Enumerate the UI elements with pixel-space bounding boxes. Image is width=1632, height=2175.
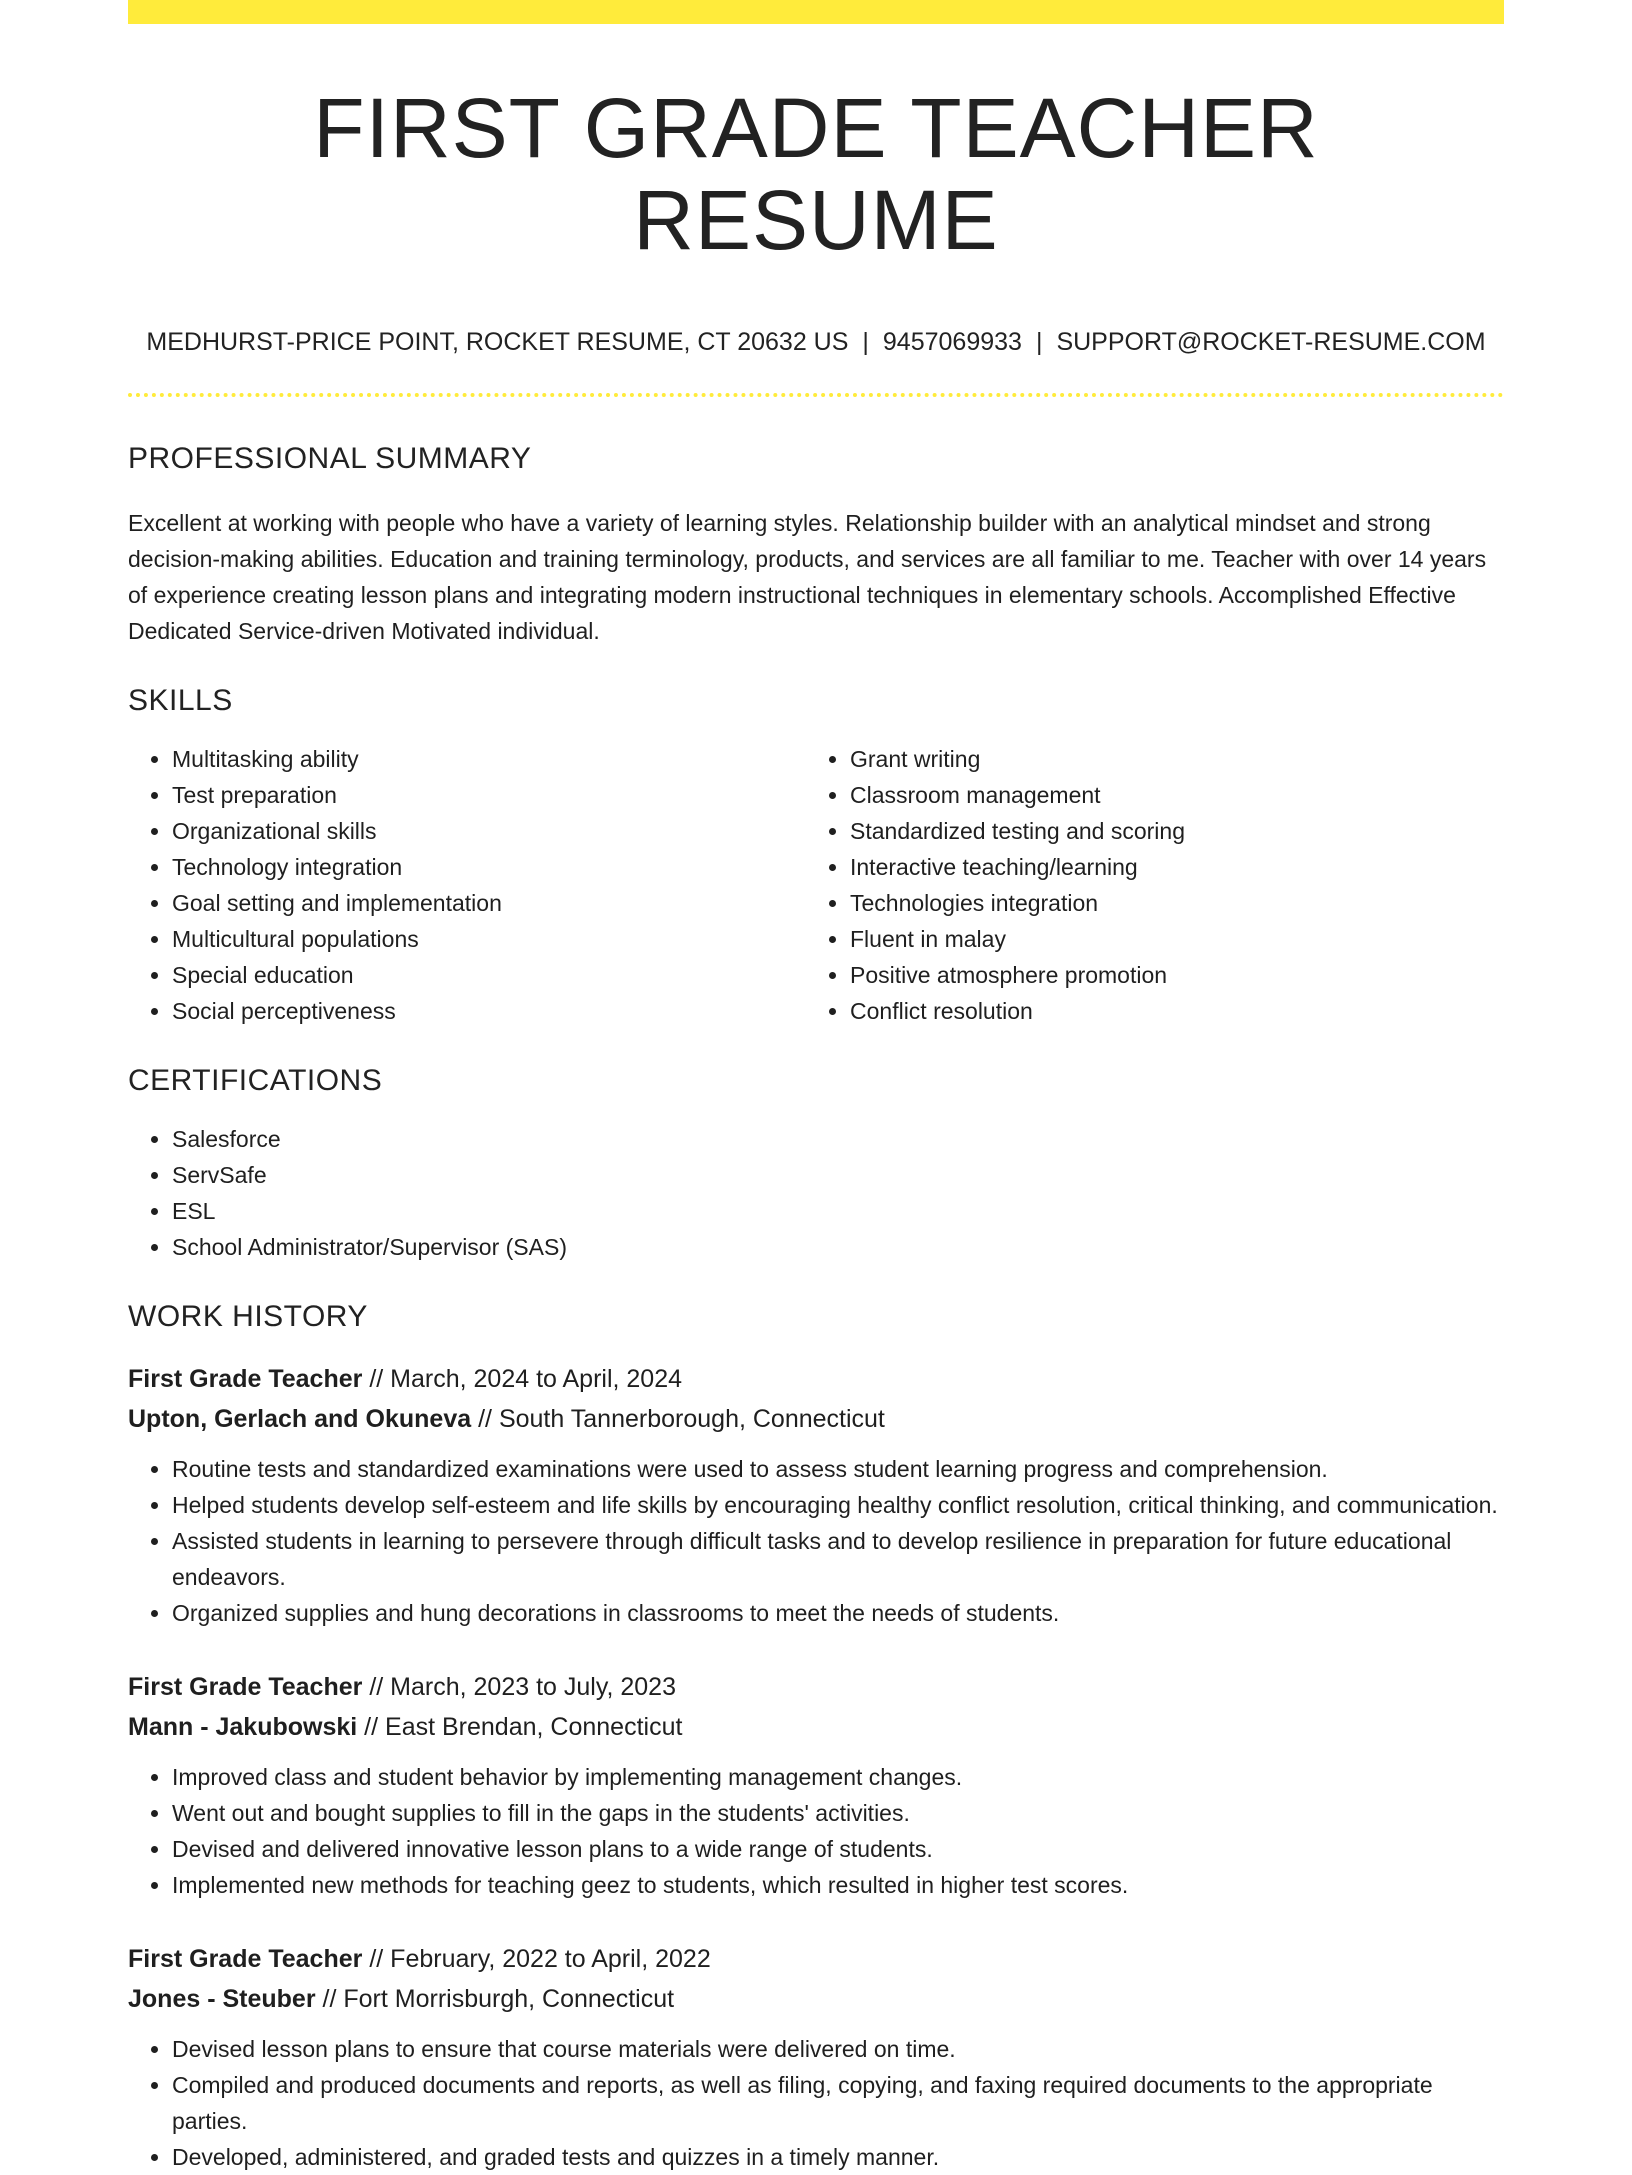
job-dates: March, 2024 to April, 2024	[390, 1364, 683, 1393]
job-dates: March, 2023 to July, 2023	[390, 1672, 676, 1701]
job-company-line	[128, 1979, 1504, 2019]
certification-item: • ESL	[172, 1193, 1504, 1229]
job-title-line	[128, 1667, 1504, 1707]
section-title-certifications: CERTIFICATIONS	[128, 1063, 383, 1097]
job-entry	[128, 1667, 1504, 1903]
skill-item: • Organizational skills	[172, 813, 806, 849]
skill-item: • Multicultural populations	[172, 921, 806, 957]
job-location: Fort Morrisburgh, Connecticut	[343, 1984, 675, 2013]
contact-line	[128, 327, 1504, 357]
section-title-skills: SKILLS	[128, 683, 233, 717]
job-bullet: • Compiled and produced documents and reports, as well as filing, copying, and faxing required documents to the appropriate parties.	[172, 2067, 1504, 2139]
contact-separator: |	[862, 327, 869, 356]
skills-list-right	[806, 741, 1484, 1029]
certification-item: • Salesforce	[172, 1121, 1504, 1157]
delimiter: //	[369, 1364, 384, 1393]
job-bullet: • Implemented new methods for teaching geez to students, which resulted in higher test scores.	[172, 1867, 1504, 1903]
job-company-line	[128, 1707, 1504, 1747]
delimiter: //	[369, 1672, 384, 1701]
job-location: East Brendan, Connecticut	[385, 1712, 683, 1741]
skills-grid	[128, 741, 1504, 1029]
delimiter: //	[369, 1944, 384, 1973]
skill-item: • Grant writing	[850, 741, 1484, 777]
skill-item: • Conflict resolution	[850, 993, 1484, 1029]
skill-item: • Technologies integration	[850, 885, 1484, 921]
job-bullets	[128, 2031, 1504, 2175]
job-bullet: • Improved class and student behavior by implementing management changes.	[172, 1759, 1504, 1795]
section-title-work-history: WORK HISTORY	[128, 1299, 368, 1333]
job-bullets	[128, 1451, 1504, 1631]
job-bullet: • Organized supplies and hung decorations in classrooms to meet the needs of students.	[172, 1595, 1504, 1631]
job-company: Jones - Steuber	[128, 1984, 316, 2013]
job-company-line	[128, 1399, 1504, 1439]
certification-item: • School Administrator/Supervisor (SAS)	[172, 1229, 1504, 1265]
job-bullets	[128, 1759, 1504, 1903]
accent-top-bar	[128, 0, 1504, 24]
job-entry	[128, 1359, 1504, 1631]
resume-page	[128, 0, 1504, 2175]
contact-separator: |	[1035, 327, 1043, 356]
skills-list-left	[128, 741, 806, 1029]
job-dates: February, 2022 to April, 2022	[390, 1944, 711, 1973]
job-title-line	[128, 1939, 1504, 1979]
job-location: South Tannerborough, Connecticut	[498, 1404, 885, 1433]
skill-item: • Goal setting and implementation	[172, 885, 806, 921]
job-bullet: • Developed, administered, and graded tests and quizzes in a timely manner.	[172, 2139, 1504, 2175]
delimiter: //	[478, 1404, 492, 1433]
delimiter: //	[364, 1712, 379, 1741]
jobs-container	[128, 1359, 1504, 2175]
skill-item: • Classroom management	[850, 777, 1484, 813]
job-bullet: • Assisted students in learning to persevere through difficult tasks and to develop resilience in preparation for future educational endeavors.	[172, 1523, 1504, 1595]
work-history-section	[128, 1299, 1504, 2175]
skill-item: • Special education	[172, 957, 806, 993]
dotted-divider	[128, 393, 1504, 397]
job-bullet: • Helped students develop self-esteem and life skills by encouraging healthy conflict resolution, critical thinking, and communication.	[172, 1487, 1504, 1523]
skill-item: • Fluent in malay	[850, 921, 1484, 957]
skills-section	[128, 683, 1504, 1029]
skill-item: • Interactive teaching/learning	[850, 849, 1484, 885]
certifications-section	[128, 1063, 1504, 1265]
summary-text: Excellent at working with people who have a variety of learning styles. Relationship builder with an analytical mindset and strong decision-making abilities. Education and training terminology, products, and services are all familiar to me. Teacher with over 14 years of experience creating lesson plans and integrating modern instructional techniques in elementary schools. Accomplished Effective Dedicated Service-driven Motivated individual.	[128, 509, 1487, 644]
summary-section	[128, 441, 1504, 649]
job-title-line	[128, 1359, 1504, 1399]
certification-item: • ServSafe	[172, 1157, 1504, 1193]
certifications-list	[128, 1121, 1504, 1265]
job-entry	[128, 1939, 1504, 2175]
job-role: First Grade Teacher	[128, 1944, 363, 1973]
skill-item: • Positive atmosphere promotion	[850, 957, 1484, 993]
job-bullet: • Devised lesson plans to ensure that course materials were delivered on time.	[172, 2031, 1504, 2067]
resume-title: FIRST GRADE TEACHER RESUME	[313, 81, 1319, 268]
job-bullet: • Devised and delivered innovative lesson plans to a wide range of students.	[172, 1831, 1504, 1867]
skill-item: • Multitasking ability	[172, 741, 806, 777]
job-company: Mann - Jakubowski	[128, 1712, 358, 1741]
job-bullet: • Went out and bought supplies to fill in the gaps in the students' activities.	[172, 1795, 1504, 1831]
section-title-summary: PROFESSIONAL SUMMARY	[128, 441, 532, 475]
skill-item: • Test preparation	[172, 777, 806, 813]
delimiter: //	[322, 1984, 337, 2013]
job-company: Upton, Gerlach and Okuneva	[128, 1404, 472, 1433]
skill-item: • Social perceptiveness	[172, 993, 806, 1029]
job-role: First Grade Teacher	[128, 1364, 363, 1393]
contact-phone[interactable]: 9457069933	[882, 327, 1022, 356]
contact-address: MEDHURST-PRICE POINT, ROCKET RESUME, CT 20632 US	[146, 327, 849, 356]
job-bullet: • Routine tests and standardized examinations were used to assess student learning progress and comprehension.	[172, 1451, 1504, 1487]
job-role: First Grade Teacher	[128, 1672, 363, 1701]
contact-email[interactable]: SUPPORT@ROCKET-RESUME.COM	[1056, 327, 1486, 356]
skill-item: • Technology integration	[172, 849, 806, 885]
skill-item: • Standardized testing and scoring	[850, 813, 1484, 849]
